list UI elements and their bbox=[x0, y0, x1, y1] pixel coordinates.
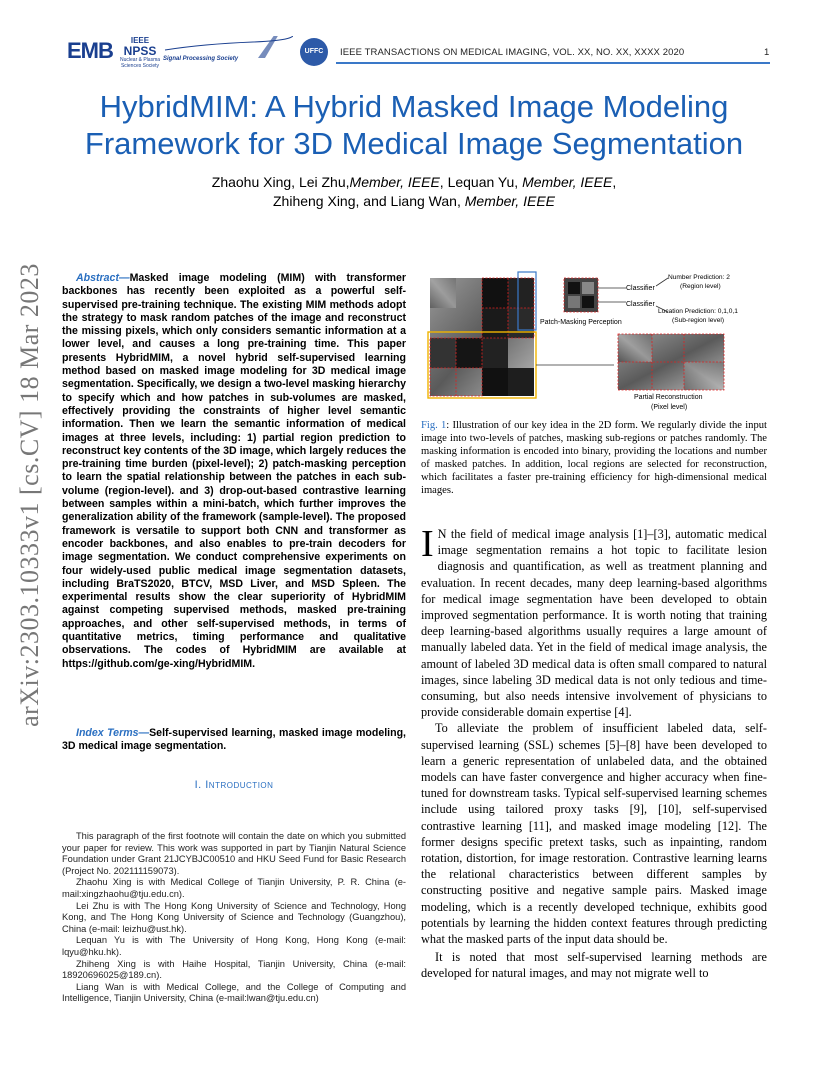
abstract-label: Abstract— bbox=[76, 272, 130, 284]
abstract bbox=[62, 272, 406, 671]
arrow-to-number-prediction bbox=[656, 278, 668, 286]
header-rule bbox=[336, 62, 770, 64]
section-number: I. bbox=[194, 779, 202, 791]
zoomed-patch bbox=[564, 278, 598, 312]
location-prediction-level: (Sub-region level) bbox=[672, 317, 725, 324]
npss-logo-top: IEEE bbox=[130, 36, 150, 45]
classifier-label-1: Classifier bbox=[626, 285, 655, 292]
npss-logo-sub: Nuclear & Plasma Sciences Society bbox=[120, 57, 161, 69]
author-list bbox=[100, 173, 728, 211]
member-ieee-2: Member, IEEE bbox=[522, 174, 613, 190]
partial-reconstruction-label: Partial Reconstruction bbox=[634, 394, 703, 401]
index-terms bbox=[62, 727, 406, 754]
footnote-author-1: Zhaohu Xing is with Medical College of Tianjin University, P. R. China (e-mail:xingzhaohu@tju.edu.cn). bbox=[62, 877, 406, 899]
intro-body bbox=[421, 523, 767, 982]
input-image bbox=[428, 272, 536, 398]
page-number: 1 bbox=[764, 47, 770, 58]
sps-logo-text: Signal Processing Society bbox=[163, 56, 239, 62]
number-prediction-level: (Region level) bbox=[680, 283, 721, 290]
figure-1-diagram bbox=[422, 268, 766, 414]
intro-paragraph-3: It is noted that most self-supervised learning methods are developed for natural images, and may not migrate well to bbox=[421, 950, 767, 981]
caption-label: Fig. 1 bbox=[421, 420, 447, 431]
member-ieee-1: Member, IEEE bbox=[349, 174, 440, 190]
index-terms-text: Self-supervised learning, masked image modeling, 3D medical image segmentation. bbox=[62, 727, 407, 753]
authors-line1-names: Zhaohu Xing, Lei Zhu, bbox=[211, 174, 350, 190]
footnotes bbox=[62, 831, 406, 1005]
intro-paragraph-2: To alleviate the problem of insufficient labeled data, self-supervised learning (SSL) schemes [5]–[8] have been developed to learn a generic representation of unlabeled data, and the obtained models can have faster convergence and higher accuracy when fine-tuned for downstream tasks. Typical self-supervised learning schemes include using tailored proxy tasks [9], [10], self-supervised contrastive learning [11], and masked image modeling [12]. The former designs specific pretext tasks, such as inpainting, random rotation, distortion, for image restoration. Contrastive learning learns the relational characteristics between different samples by constructing positive and negative sample pairs. Masked image modeling, which is a recently developed technique, exhibits good potentials by learning the hidden context features through predicting what the masked parts of the input data should be. bbox=[421, 721, 767, 947]
intro-paragraph-1-text: N the field of medical image analysis [1]–[3], automatic medical image segmentation remains a hot topic to facilitate lesion diagnosis and quantification, as well as treatment planning and evaluation. In recent decades, many deep learning-based algorithms for medical image segmentation have been developed to obtain improved segmentation performance. It is worth noting that training deep learning-based algorithms usually requires a large amount of manually labeled data. Yet in the field of medical image analysis, the amount of labeled 3D medical data is often small compared to natural images, since labeling 3D medical data is not only tedious and time-consuming, but also needs intensive involvement of physicians to provide considerable domain expertise [4]. bbox=[421, 527, 767, 720]
authors-line2-names: Zhiheng Xing, and Liang Wan, bbox=[273, 193, 465, 209]
npss-logo bbox=[120, 36, 160, 69]
section-heading bbox=[62, 779, 406, 791]
authors-line1-mid: , Lequan Yu, bbox=[439, 174, 523, 190]
figure-1-caption bbox=[421, 420, 767, 497]
member-ieee-3: Member, IEEE bbox=[464, 193, 555, 209]
drop-cap: I bbox=[421, 523, 434, 565]
paper-title bbox=[40, 88, 788, 162]
footnote-author-2: Lei Zhu is with The Hong Kong University of Science and Technology, Hong Kong, and The Hong Kong University of Science and Technology (Guangzhou), China (e-mail: leizhu@ust.hk). bbox=[62, 900, 406, 934]
intro-paragraph-1 bbox=[421, 523, 767, 720]
running-head: IEEE TRANSACTIONS ON MEDICAL IMAGING, VOL. XX, NO. XX, XXXX 2020 bbox=[340, 47, 685, 58]
location-prediction-label: Location Prediction: 0,1,0,1 bbox=[658, 308, 738, 315]
arxiv-stamp: arXiv:2303.10333v1 [cs.CV] 18 Mar 2023 bbox=[15, 263, 44, 727]
footnote-author-3: Lequan Yu is with The University of Hong Kong, Hong Kong (e-mail: lqyu@hku.hk). bbox=[62, 935, 406, 957]
npss-logo-main: NPSS bbox=[123, 44, 157, 58]
paper-title-line1: HybridMIM: A Hybrid Masked Image Modeling bbox=[99, 89, 729, 124]
classifier-label-2: Classifier bbox=[626, 301, 655, 308]
partial-reconstruction-image bbox=[618, 334, 724, 390]
caption-text: : Illustration of our key idea in the 2D form. We regularly divide the input image into two-levels of patches, masking sub-regions or patches randomly. The masking information is encoded into binary, providing the locations and number of masked patches. In addition, local regions are selected for reconstruction, which facilitates a faster pre-training efficiency for high-dimensional medical images. bbox=[421, 420, 767, 496]
uffc-logo: UFFC bbox=[300, 38, 328, 66]
abstract-text: Masked image modeling (MIM) with transformer backbones has recently been exploited as a powerful self-supervised pre-training technique. The existing MIM methods adopt the strategy to mask random patches of the image and reconstruct the missing pixels, which only considers semantic information at a lower level, and causes a long pre-training time. This paper presents HybridMIM, a novel hybrid self-supervised learning method based on masked image modeling for 3D medical image segmentation. Specifically, we design a two-level masking hierarchy to specify which and how patches in sub-volumes are masked, effectively providing the constraints of higher level semantic information. Then we learn the semantic information of medical images at three levels, including: 1) partial region prediction to reconstruct key contents of the 3D image, which largely reduces the pre-training time burden (pixel-level); 2) patch-masking perception to learn the spatial relationship between the patches in each sub-volume (region-level). and 3) drop-out-based contrastive learning between samples within a mini-batch, which further improves the generalization ability of the framework (sample-level). The proposed framework is versatile to support both CNN and transformer as encoder backbones, and also enables to pre-train decoders for image segmentation. We conduct comprehensive experiments on four widely-used public medical image segmentation datasets, including BraTS2020, BTCV, MSD Liver, and MSD Spleen. The experimental results show the clear superiority of HybridMIM against competing supervised methods, masked pre-training approaches, and other self-supervised methods, in terms of quantitative metrics, timing performance and qualitative observations. The codes of HybridMIM are available at https://github.com/ge-xing/HybridMIM. bbox=[62, 272, 406, 670]
paper-title-line2: Framework for 3D Medical Image Segmentation bbox=[84, 126, 744, 161]
authors-line1-end: , bbox=[612, 174, 617, 190]
figure-1 bbox=[422, 268, 766, 414]
footnote-funding: This paragraph of the first footnote will contain the date on which you submitted your paper for review. This work was supported in part by Tianjin Natural Science Foundation under Grant 21JCYBJC00510 and HKU Seed Fund for Basic Research (Project No. 202111159073). bbox=[62, 831, 406, 876]
sps-logo bbox=[163, 44, 293, 68]
number-prediction-label: Number Prediction: 2 bbox=[668, 274, 730, 281]
partial-reconstruction-level: (Pixel level) bbox=[651, 404, 688, 411]
footnote-author-5: Liang Wan is with Medical College, and the College of Computing and Intelligence, Tianjin University, China (e-mail:lwan@tju.edu.cn) bbox=[62, 981, 406, 1004]
emb-logo: EMB bbox=[67, 38, 113, 63]
section-title: Introduction bbox=[205, 779, 274, 791]
patch-masking-label: Patch-Masking Perception bbox=[540, 319, 622, 326]
index-terms-label: Index Terms— bbox=[76, 727, 150, 739]
footnote-author-4: Zhiheng Xing is with Haihe Hospital, Tianjin University, China (e-mail: 18920696025@189.cn). bbox=[62, 958, 406, 981]
